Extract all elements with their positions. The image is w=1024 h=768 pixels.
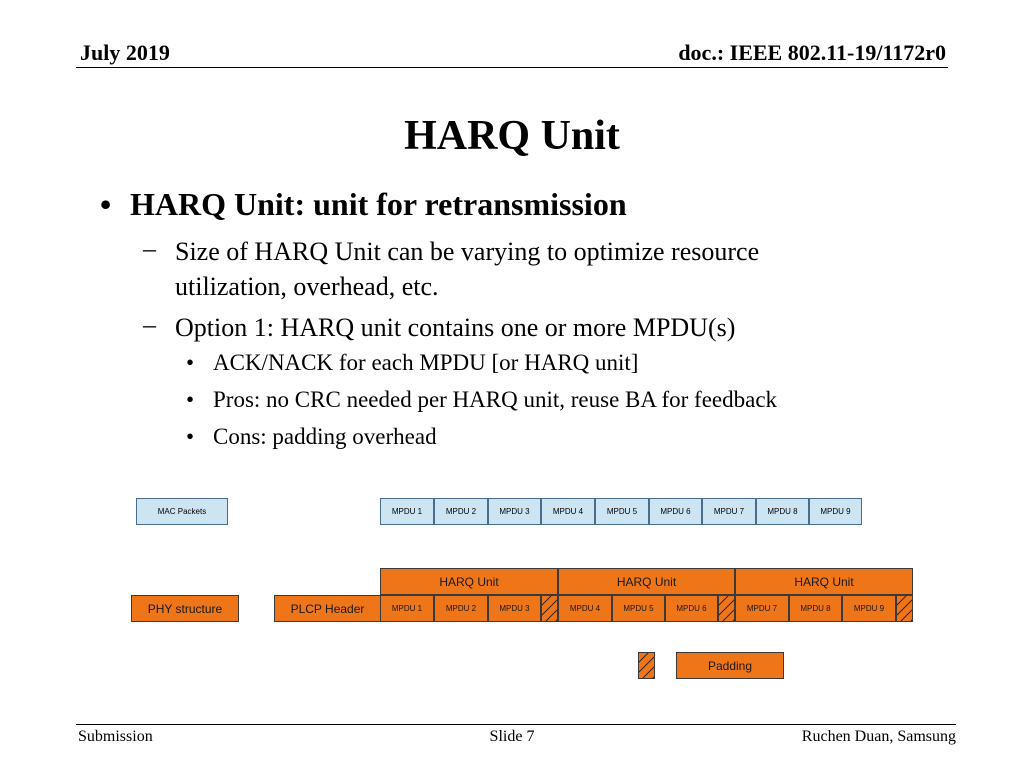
padding-hatch-1 [541,595,558,622]
plcp-header: PLCP Header [274,595,381,622]
footer-slide-number: Slide 7 [489,728,535,745]
mac-mpdu-7: MPDU 7 [702,498,756,525]
mac-mpdu-9: MPDU 9 [809,498,862,525]
footer-submission: Submission [78,728,153,745]
phy-mpdu-3: MPDU 3 [488,595,541,622]
header-rule [76,67,948,68]
harq-unit-3: HARQ Unit [735,568,913,595]
phy-mpdu-2: MPDU 2 [434,595,488,622]
header-date: July 2019 [80,40,170,65]
padding-hatch-2 [718,595,735,622]
mac-mpdu-5: MPDU 5 [595,498,649,525]
bullet-marker: • [100,186,112,222]
bullet-text: ACK/NACK for each MPDU [or HARQ unit] [213,350,639,375]
phy-mpdu-4: MPDU 4 [558,595,612,622]
phy-mpdu-9: MPDU 9 [842,595,896,622]
phy-mpdu-1: MPDU 1 [380,595,434,622]
padding-hatch-3 [896,595,913,622]
dash-marker: – [143,234,156,263]
mac-mpdu-4: MPDU 4 [541,498,595,525]
padding-legend-label: Padding [676,652,784,679]
dash-marker: – [143,310,156,339]
footer-rule [76,724,956,725]
mac-mpdu-8: MPDU 8 [756,498,809,525]
footer-author: Ruchen Duan, Samsung [801,728,956,745]
slide-title: HARQ Unit [404,113,620,159]
padding-legend-swatch [638,652,655,679]
bullet-marker: • [186,350,195,375]
harq-unit-1: HARQ Unit [380,568,558,595]
bullet-text: HARQ Unit: unit for retransmission [130,186,627,222]
bullet-marker: • [186,387,195,412]
mac-mpdu-6: MPDU 6 [649,498,702,525]
phy-mpdu-7: MPDU 7 [735,595,789,622]
harq-unit-2: HARQ Unit [558,568,735,595]
mac-mpdu-1: MPDU 1 [380,498,434,525]
bullet-text: Option 1: HARQ unit contains one or more MPDU(s) [175,313,736,342]
phy-mpdu-6: MPDU 6 [665,595,718,622]
bullet-text: Size of HARQ Unit can be varying to optimize resource utilization, overhead, etc. [175,237,760,301]
phy-structure-label: PHY structure [131,595,239,622]
phy-mpdu-8: MPDU 8 [789,595,842,622]
phy-mpdu-5: MPDU 5 [612,595,665,622]
bullet-text: Pros: no CRC needed per HARQ unit, reuse BA for feedback [213,387,778,412]
header-doc-id: doc.: IEEE 802.11-19/1172r0 [678,40,946,65]
mac-mpdu-3: MPDU 3 [488,498,541,525]
mac-mpdu-2: MPDU 2 [434,498,488,525]
mac-packets-label: MAC Packets [136,498,228,525]
bullet-text: Cons: padding overhead [213,424,437,449]
bullet-marker: • [186,424,195,449]
